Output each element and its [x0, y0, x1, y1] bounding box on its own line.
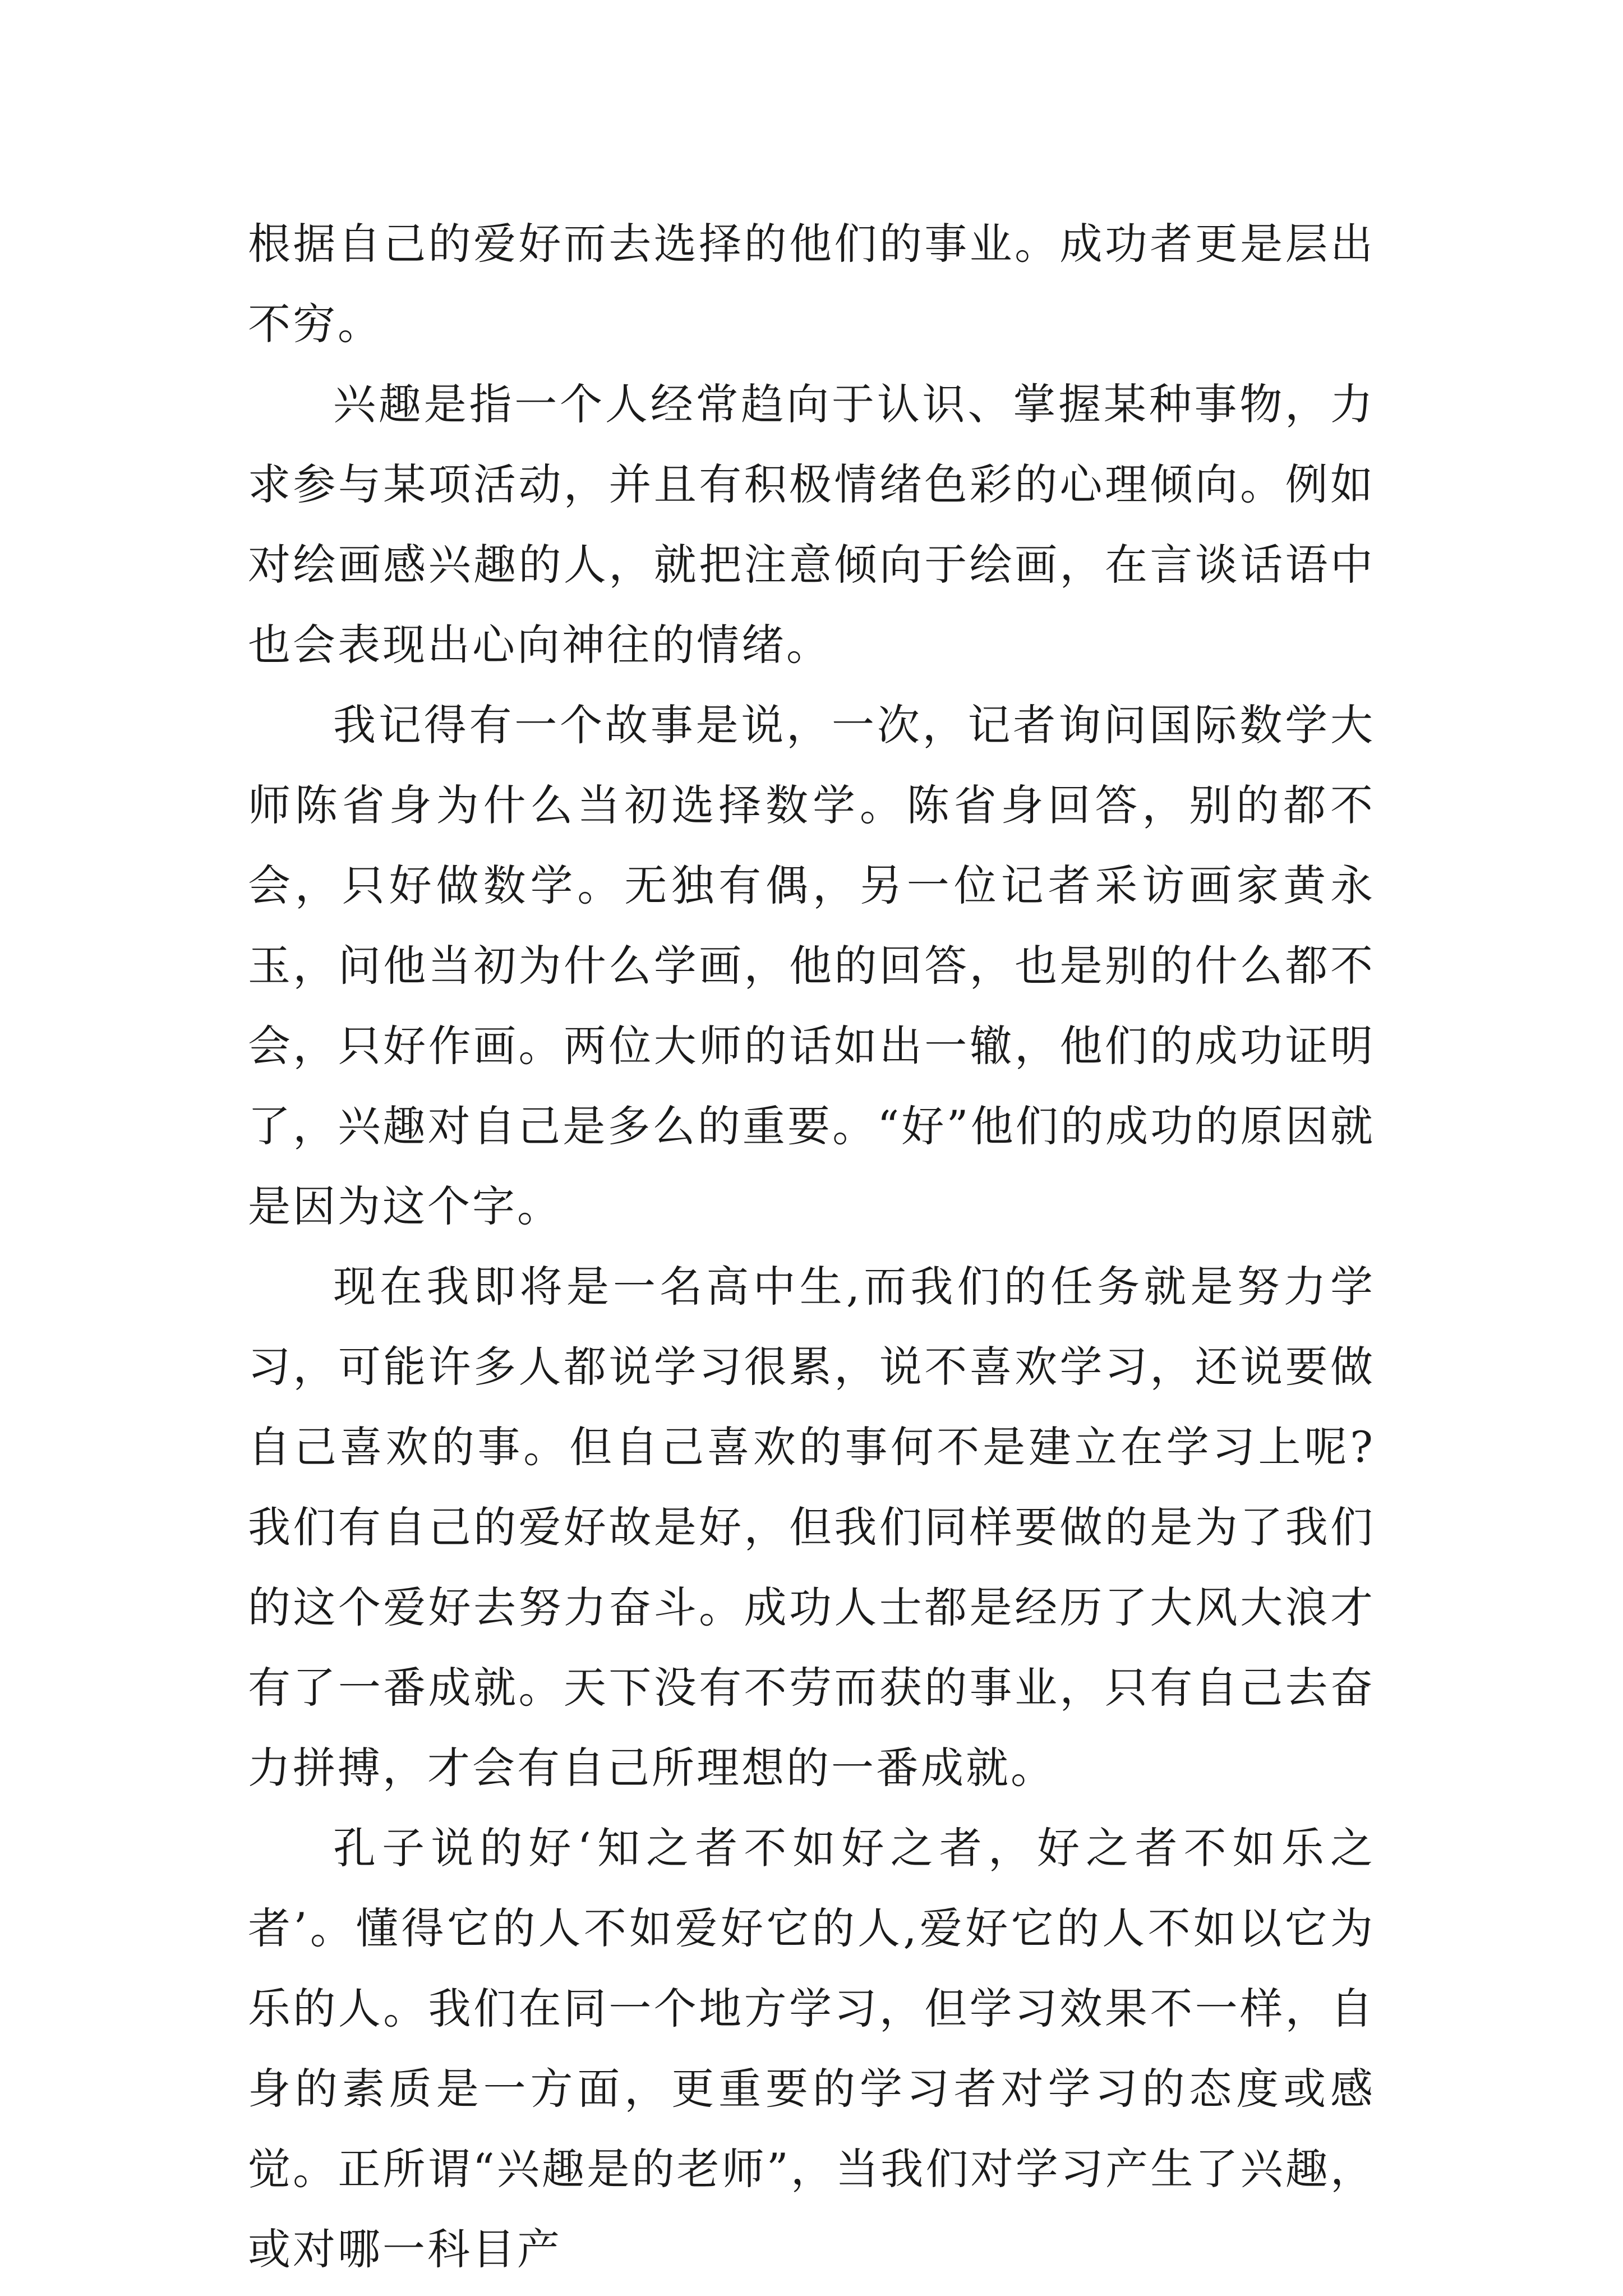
paragraph: 现在我即将是一名高中生,而我们的任务就是努力学习，可能许多人都说学习很累，说不喜欢学习，还说要做自己喜欢的事。但自己喜欢的事何不是建立在学习上呢?我们有自己的爱好故是好，但我们同样要做的是为了我们的这个爱好去努力奋斗。成功人士都是经历了大风大浪才有了一番成就。天下没有不劳而获的事业，只有自己去奋力拼搏，才会有自己所理想的一番成就。 — [248, 1262, 1375, 1793]
paragraph: 孔子说的好‘知之者不如好之者，好之者不如乐之者’。懂得它的人不如爱好它的人,爱好它的人不如以它为乐的人。我们在同一个地方学习，但学习效果不一样，自身的素质是一方面，更重要的学习者对学习的态度或感觉。正所谓“兴趣是的老师”，当我们对学习产生了兴趣，或对哪一科目产 — [248, 1823, 1375, 2274]
paragraph: 兴趣是指一个人经常趋向于认识、掌握某种事物，力求参与某项活动，并且有积极情绪色彩的心理倾向。例如对绘画感兴趣的人，就把注意倾向于绘画，在言谈话语中也会表现出心向神往的情绪。 — [248, 379, 1375, 670]
body-text — [248, 204, 1375, 2289]
paragraph: 我记得有一个故事是说，一次，记者询问国际数学大师陈省身为什么当初选择数学。陈省身回答，别的都不会，只好做数学。无独有偶，另一位记者采访画家黄永玉，问他当初为什么学画，他的回答，也是别的什么都不会，只好作画。两位大师的话如出一辙，他们的成功证明了，兴趣对自己是多么的重要。“好”他们的成功的原因就是因为这个字。 — [248, 700, 1375, 1231]
paragraph: 根据自己的爱好而去选择的他们的事业。成功者更是层出不穷。 — [248, 219, 1375, 349]
